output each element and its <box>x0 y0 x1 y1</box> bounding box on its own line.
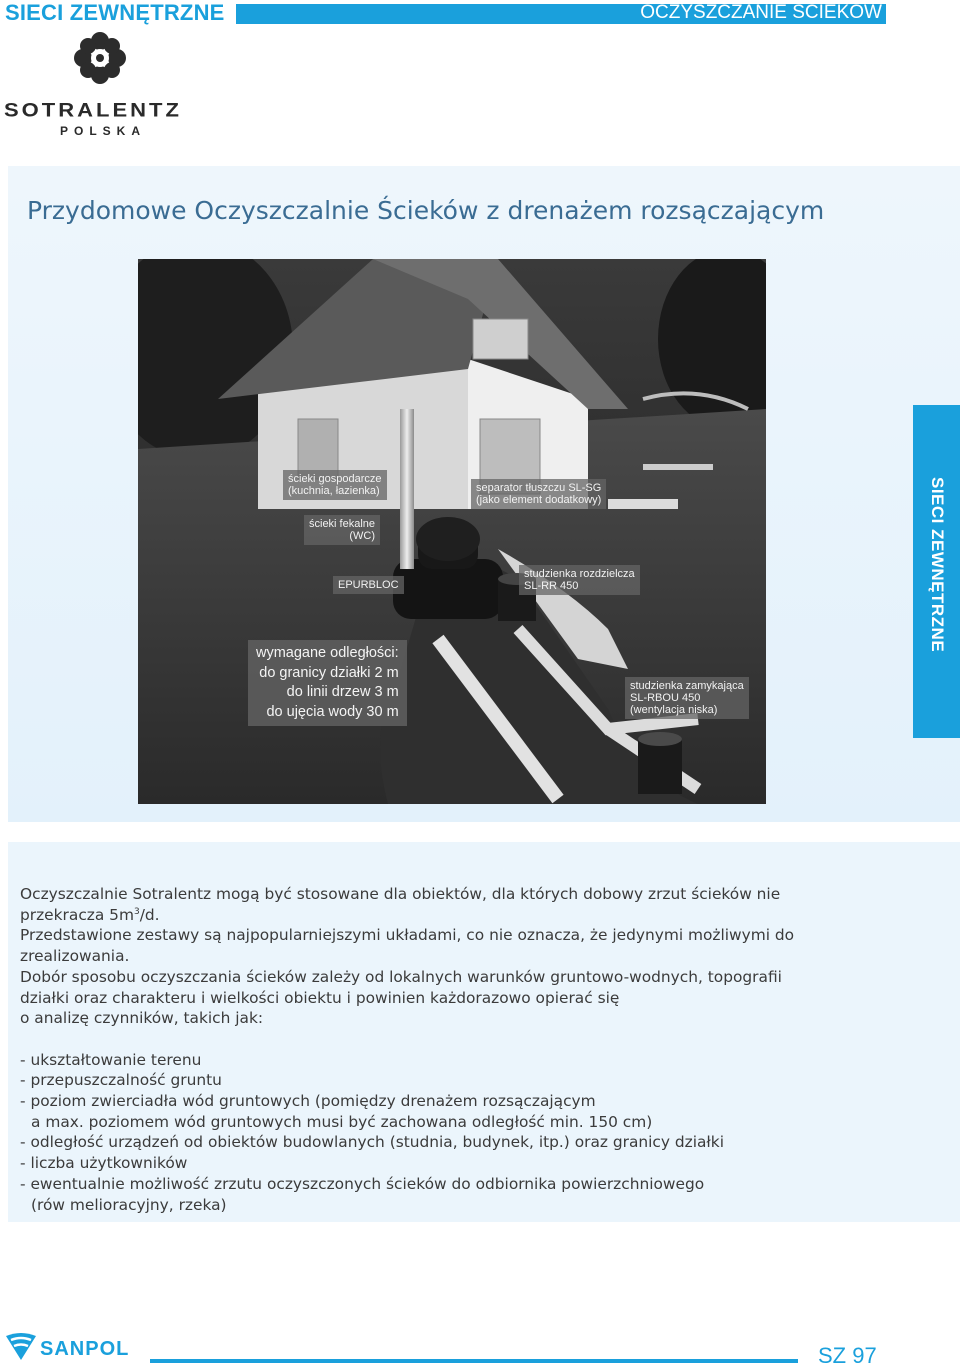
paragraph-line: Dobór sposobu oczyszczania ścieków zależy od lokalnych warunków gruntowo-wodnych, topografii <box>20 967 782 986</box>
header-section-title: SIECI ZEWNĘTRZNE <box>5 0 225 25</box>
paragraph-line: przekracza $5m^3/d$. <box>20 905 160 924</box>
footer-brand: SANPOL <box>40 1338 130 1360</box>
page-title: Przydomowe Oczyszczalnie Ścieków z drenażem rozsączającym <box>27 196 825 225</box>
label-closing-chamber: studzienka zamykająca SL-RBOU 450 (wentylacja niska) <box>625 677 749 719</box>
label-epurbloc: EPURBLOC <box>333 576 404 594</box>
paragraph-line: Oczyszczalnie Sotralentz mogą być stosowane dla obiektów, dla których dobowy zrzut ścieków nie <box>20 885 781 903</box>
list-item: a max. poziomem wód gruntowych musi być zachowana odległość min. 150 cm) <box>31 1112 653 1131</box>
logo-subtitle: POLSKA <box>60 124 147 138</box>
label-fecal-wastewater: ścieki fekalne (WC) <box>304 515 380 545</box>
list-item: - ukształtowanie terenu <box>20 1050 202 1069</box>
label-distribution-chamber: studzienka rozdzielcza SL-RR 450 <box>519 565 640 595</box>
list-item: - poziom zwierciadła wód gruntowych (pomiędzy drenażem rozsączającym <box>20 1092 596 1111</box>
paragraph-line: Przedstawione zestawy są najpopularniejszymi układami, co nie oznacza, że jedynymi możliwymi do <box>20 926 795 945</box>
side-tab-label: SIECI ZEWNĘTRZNE <box>928 477 947 653</box>
sanpol-logo-icon <box>4 1332 38 1362</box>
body-text <box>20 884 890 1215</box>
page-number: SZ 97 <box>818 1343 877 1368</box>
footer-rule <box>150 1359 798 1363</box>
list-item: - przepuszczalność gruntu <box>20 1071 222 1090</box>
paragraph-line: zrealizowania. <box>20 947 130 966</box>
house-scene-graphic <box>138 259 766 804</box>
list-item: - liczba użytkowników <box>20 1154 188 1173</box>
list-item: - ewentualnie możliwość zrzutu oczyszczonych ścieków do odbiornika powierzchniowego <box>20 1174 705 1193</box>
side-section-tab <box>913 405 960 738</box>
header-category-title: OCZYSZCZANIE ŚCIEKÓW <box>640 2 882 23</box>
label-required-distances: wymagane odległości: do granicy działki 2 m do linii drzew 3 m do ujęcia wody 30 m <box>248 640 407 726</box>
list-item: (rów melioracyjny, rzeka) <box>31 1195 227 1214</box>
label-grease-separator: separator tłuszczu SL-SG (jako element dodatkowy) <box>471 479 606 509</box>
list-item: - odległość urządzeń od obiektów budowlanych (studnia, budynek, itp.) oraz granicy działki <box>20 1133 724 1152</box>
logo-wordmark: SOTRALENTZ <box>4 98 182 121</box>
label-household-wastewater: ścieki gospodarcze (kuchnia, łazienka) <box>283 470 387 500</box>
paragraph-line: o analizę czynników, takich jak: <box>20 1009 264 1028</box>
paragraph-line: działki oraz charakteru i wielkości obiektu i powinien każdorazowo opierać się <box>20 988 620 1007</box>
installation-illustration <box>138 259 766 804</box>
